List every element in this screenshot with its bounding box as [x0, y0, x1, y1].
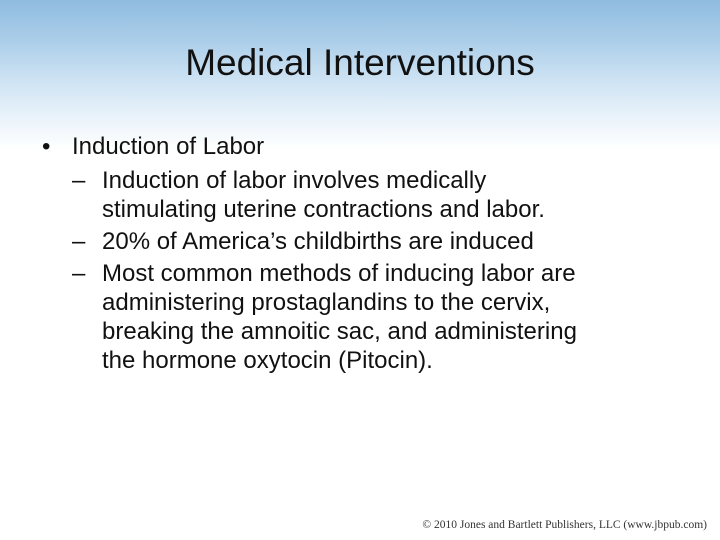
bullet-marker: •	[42, 133, 51, 160]
dash-marker: –	[72, 167, 86, 194]
sub-bullet-item	[38, 259, 688, 375]
sub-bullet-line: breaking the amnoitic sac, and administering	[102, 318, 577, 345]
sub-bullet-item	[38, 227, 688, 256]
sub-bullet-line: stimulating uterine contractions and labor.	[102, 196, 545, 223]
dash-marker: –	[72, 260, 86, 287]
sub-bullet-line: administering prostaglandins to the cervix,	[102, 289, 551, 316]
bullet-item	[38, 131, 688, 163]
sub-bullet-line: 20% of America’s childbirths are induced	[102, 228, 534, 255]
sub-bullet-line: the hormone oxytocin (Pitocin).	[102, 347, 433, 374]
sub-bullet-line: Most common methods of inducing labor are	[102, 260, 576, 287]
slide-content	[38, 131, 688, 375]
copyright-footer: © 2010 Jones and Bartlett Publishers, LLC (www.jbpub.com)	[422, 519, 707, 531]
bullet-text: Induction of Labor	[72, 133, 265, 160]
slide-title: Medical Interventions	[185, 42, 535, 83]
dash-marker: –	[72, 228, 86, 255]
sub-bullet-list	[38, 166, 688, 375]
sub-bullet-item	[38, 166, 688, 224]
sub-bullet-line: Induction of labor involves medically	[102, 167, 487, 194]
